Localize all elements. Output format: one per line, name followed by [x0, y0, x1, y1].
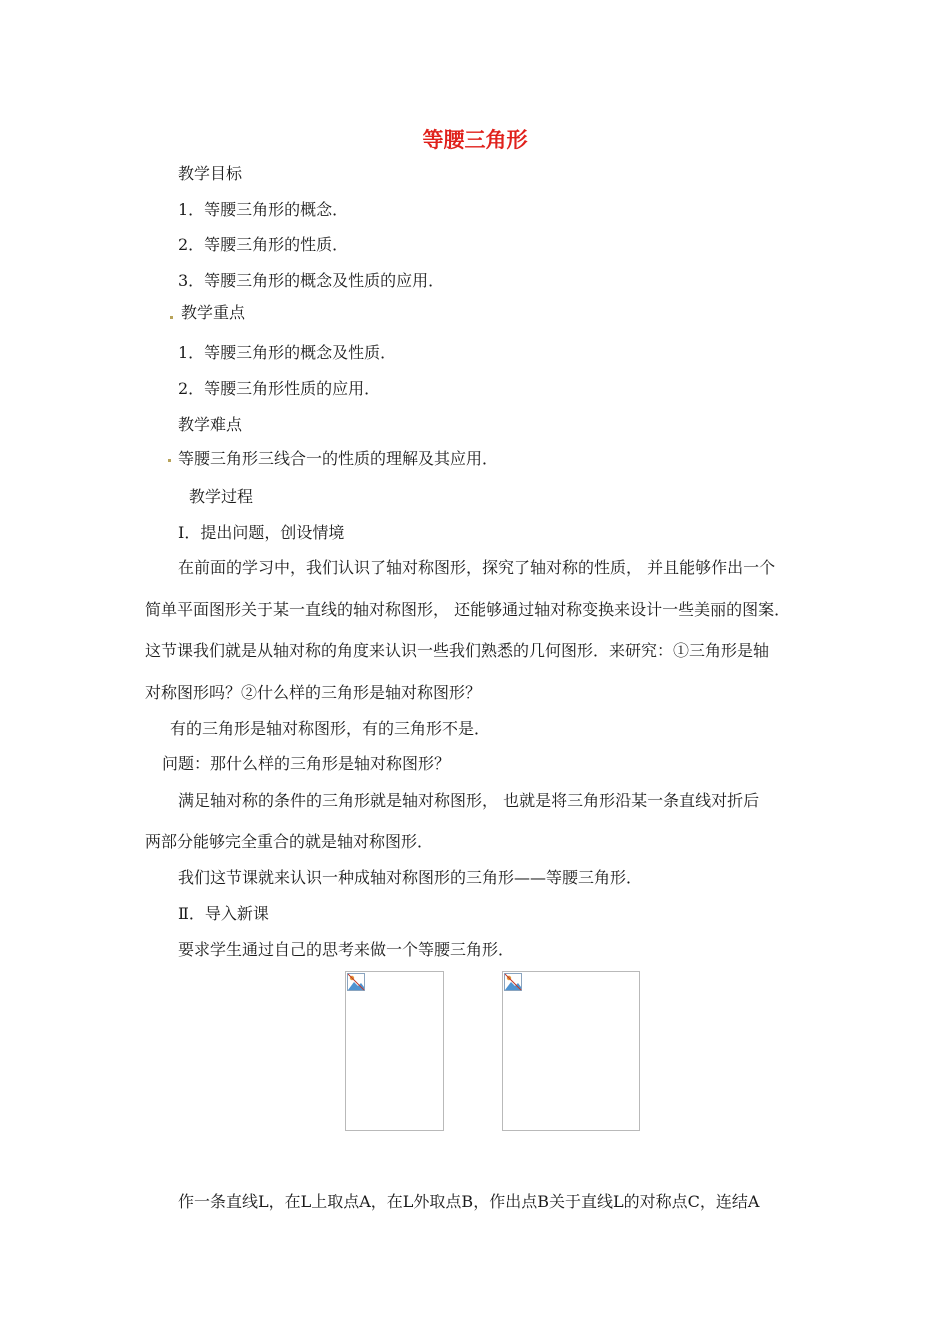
key-item: 1．等腰三角形的概念及性质．: [178, 343, 397, 362]
difficulty-text: 等腰三角形三线合一的性质的理解及其应用．: [178, 449, 499, 468]
figure-placeholder-right: [502, 971, 640, 1131]
goal-item: 1．等腰三角形的概念．: [178, 200, 349, 219]
paragraph: 问题：那什么样的三角形是轴对称图形？: [162, 754, 451, 773]
goal-item: 2．等腰三角形的性质．: [178, 235, 349, 254]
paragraph-line: 在前面的学习中，我们认识了轴对称图形，探究了轴对称的性质， 并且能够作出一个: [178, 558, 776, 577]
page-title: 等腰三角形: [422, 128, 528, 152]
figure-placeholder-left: [345, 971, 444, 1131]
goal-item: 3．等腰三角形的概念及性质的应用．: [178, 271, 445, 290]
paragraph: 要求学生通过自己的思考来做一个等腰三角形．: [178, 940, 515, 959]
paragraph-line: 满足轴对称的条件的三角形就是轴对称图形， 也就是将三角形沿某一条直线对折后: [178, 791, 760, 810]
paragraph: 有的三角形是轴对称图形，有的三角形不是．: [170, 719, 491, 738]
broken-image-icon: [347, 973, 365, 991]
broken-image-icon: [504, 973, 522, 991]
paragraph-line: 两部分能够完全重合的就是轴对称图形．: [145, 832, 434, 851]
process-heading: 教学过程: [189, 487, 254, 506]
paragraph-line: 对称图形吗？②什么样的三角形是轴对称图形？: [145, 683, 482, 702]
key-heading: 教学重点: [181, 303, 246, 322]
paragraph: 我们这节课就来认识一种成轴对称图形的三角形——等腰三角形．: [178, 868, 643, 887]
part2-heading: Ⅱ．导入新课: [178, 904, 269, 923]
key-item: 2．等腰三角形性质的应用．: [178, 379, 381, 398]
marker-dot: [168, 459, 171, 462]
marker-dot: [170, 316, 173, 319]
difficulty-heading: 教学难点: [178, 415, 243, 434]
goals-heading: 教学目标: [178, 164, 243, 183]
part1-heading: Ⅰ．提出问题，创设情境: [178, 523, 345, 542]
paragraph-line: 简单平面图形关于某一直线的轴对称图形， 还能够通过轴对称变换来设计一些美丽的图案．: [145, 600, 791, 619]
paragraph: 作一条直线L，在L上取点A，在L外取点B，作出点B关于直线L的对称点C，连结A: [178, 1192, 760, 1211]
paragraph-line: 这节课我们就是从轴对称的角度来认识一些我们熟悉的几何图形．来研究：①三角形是轴: [145, 641, 770, 660]
